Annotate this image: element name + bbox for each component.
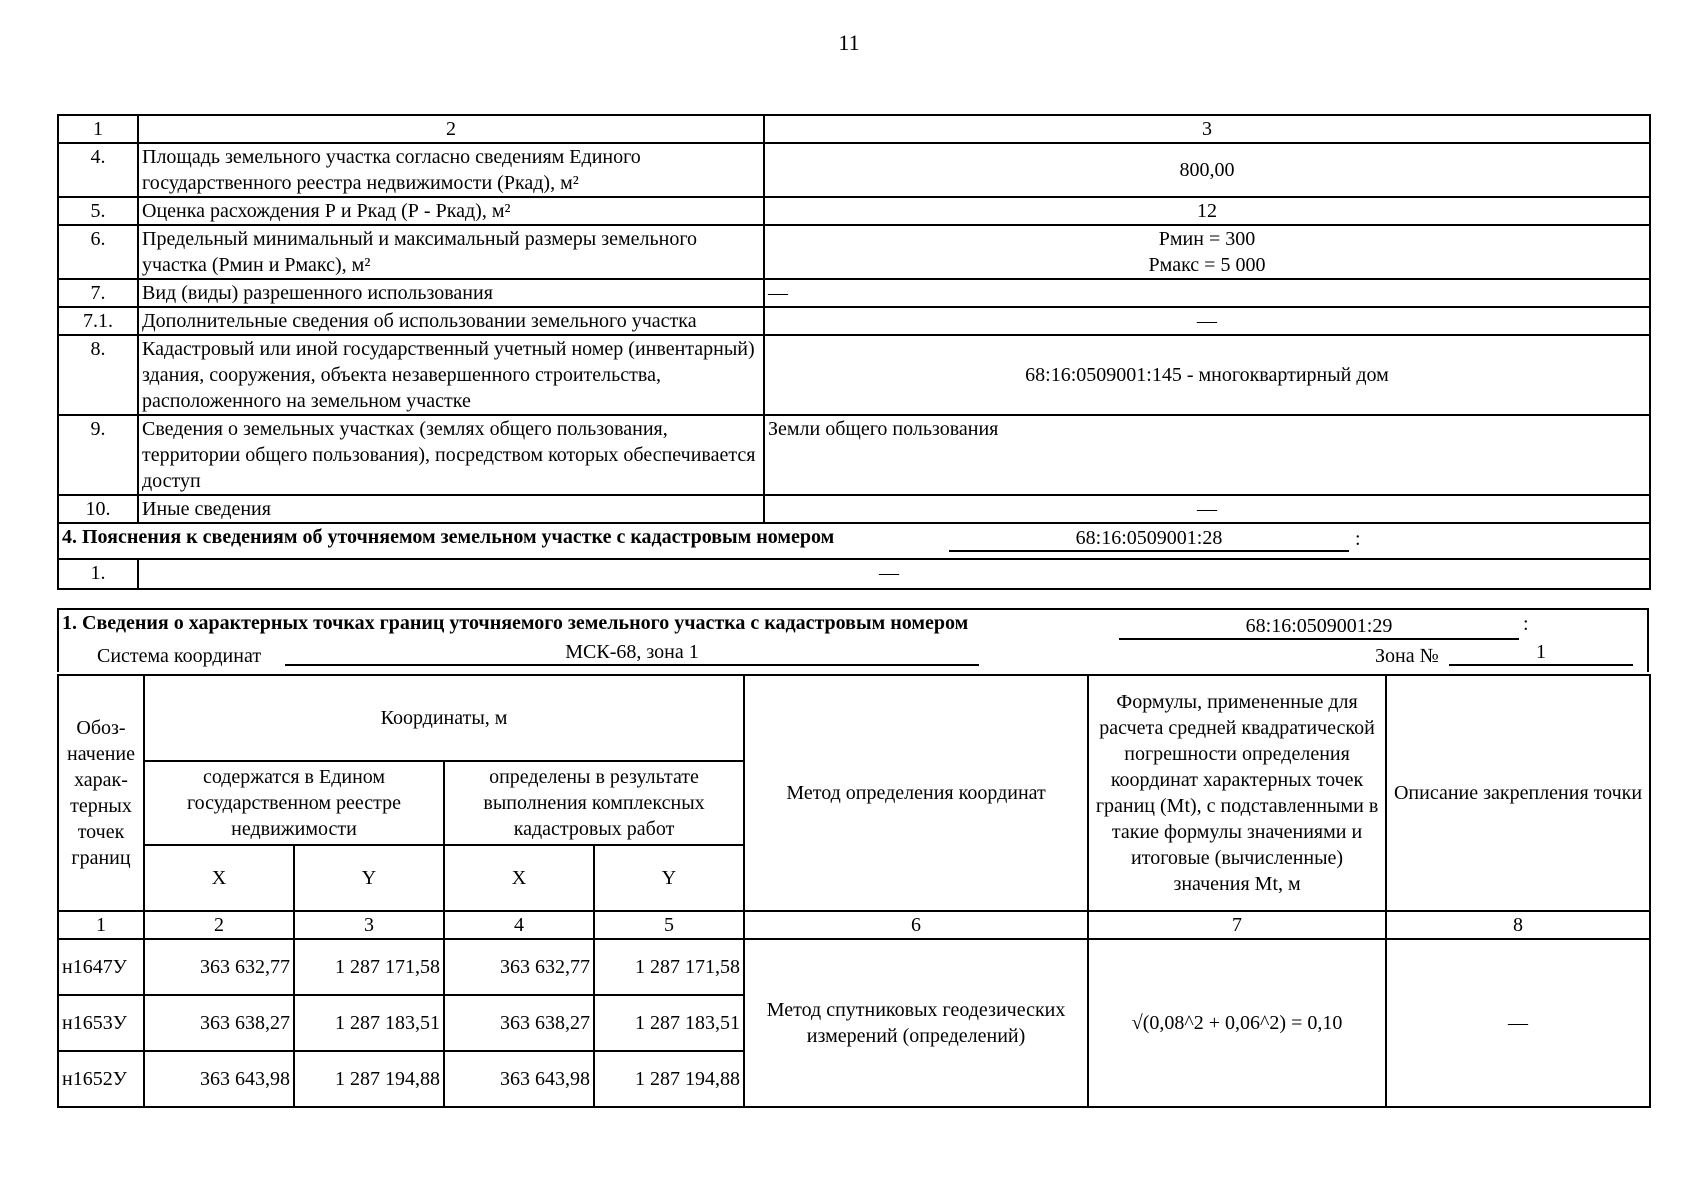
y-kkr: 1 287 183,51 [594,995,744,1051]
land-info-table [57,114,1651,590]
row-number: 9. [58,415,138,495]
row-label: Кадастровый или иной государственный учетный номер (инвентарный) здания, сооружения, объекта незавершенного строительства, расположенного на земельном участке [138,335,764,415]
header-row [58,675,1650,761]
row-value: Земли общего пользования [764,415,1650,495]
zone-label: Зона № [1375,645,1439,667]
section1-colon: : [1523,613,1529,635]
description-header: Описание закрепления точки [1386,675,1650,911]
designation-header: Обоз-начение харак-терных точек границ [58,675,144,911]
x-egrn: 363 632,77 [144,939,294,995]
col-number: 3 [764,115,1650,143]
section4-header-row [58,523,1650,559]
section4-cadastral-number: 68:16:0509001:28 [949,526,1349,552]
section4-row [58,559,1650,589]
row-label: Площадь земельного участка согласно сведениям Единого государственного реестра недвижимости (Ркад), м² [138,143,764,197]
row-value [764,225,1650,279]
formula-value: √(0,08^2 + 0,06^2) = 0,10 [1088,939,1386,1107]
y-kkr: 1 287 194,88 [594,1051,744,1107]
row-label: Вид (виды) разрешенного использования [138,279,764,307]
table-row [58,143,1650,197]
col-number: 2 [144,911,294,939]
kkr-coords-header: определены в результате выполнения комплексных кадастровых работ [444,761,744,845]
table-row [58,279,1650,307]
col-number: 3 [294,911,444,939]
coordinates-header: Координаты, м [144,675,744,761]
coord-system-value: МСК-68, зона 1 [285,640,979,666]
section1-title: 1. Сведения о характерных точках границ уточняемого земельного участка с кадастровым номером [62,612,969,634]
table-row [58,335,1650,415]
row-value: 68:16:0509001:145 - многоквартирный дом [764,335,1650,415]
y-header: Y [594,845,744,911]
x-egrn: 363 638,27 [144,995,294,1051]
y-egrn: 1 287 171,58 [294,939,444,995]
row-number: 4. [58,143,138,197]
col-number: 5 [594,911,744,939]
row-number: 8. [58,335,138,415]
table-row [58,415,1650,495]
row-number: 7. [58,279,138,307]
boundary-points-table [57,674,1651,1108]
col-number: 1 [58,115,138,143]
section1-heading [57,608,1649,672]
col-number: 1 [58,911,144,939]
section1-cadastral-number: 68:16:0509001:29 [1119,614,1519,640]
column-number-row [58,115,1650,143]
row-value: — [764,279,1650,307]
row-label: Сведения о земельных участках (землях общего пользования, территории общего пользования), посредством которых обеспечивается доступ [138,415,764,495]
point-id: н1652У [58,1051,144,1107]
page-number: 11 [838,30,860,55]
max-size-value: Рмакс = 5 000 [1148,254,1266,276]
method-header: Метод определения координат [744,675,1088,911]
method-value: Метод спутниковых геодезических измерений (определений) [744,939,1088,1107]
zone-value: 1 [1449,640,1633,666]
row-label: Оценка расхождения Р и Ркад (Р - Ркад), м² [138,197,764,225]
section4-title: 4. Пояснения к сведениям об уточняемом земельном участке с кадастровым номером [62,526,835,548]
x-header: X [144,845,294,911]
egrn-coords-header: содержатся в Едином государственном реестре недвижимости [144,761,444,845]
table-row [58,197,1650,225]
col-number: 4 [444,911,594,939]
y-header: Y [294,845,444,911]
row-label: Иные сведения [138,495,764,523]
x-kkr: 363 638,27 [444,995,594,1051]
table-row [58,225,1650,279]
row-value: 800,00 [764,143,1650,197]
point-id: н1647У [58,939,144,995]
row-number: 1. [58,559,138,589]
col-number: 8 [1386,911,1650,939]
row-value: 12 [764,197,1650,225]
row-number: 10. [58,495,138,523]
description-value: — [1386,939,1650,1107]
row-label: Предельный минимальный и максимальный размеры земельного участка (Рмин и Рмакс), м² [138,225,764,279]
x-egrn: 363 643,98 [144,1051,294,1107]
row-value: — [764,307,1650,335]
y-kkr: 1 287 171,58 [594,939,744,995]
section4-row-value: — [138,559,1650,589]
row-value: — [764,495,1650,523]
y-egrn: 1 287 194,88 [294,1051,444,1107]
x-kkr: 363 632,77 [444,939,594,995]
col-number: 2 [138,115,764,143]
row-number: 7.1. [58,307,138,335]
y-egrn: 1 287 183,51 [294,995,444,1051]
section4-header [58,523,1650,559]
table-row [58,307,1650,335]
min-size-value: Рмин = 300 [1158,228,1256,250]
table-row [58,495,1650,523]
table-row [58,939,1650,995]
row-number: 6. [58,225,138,279]
column-number-row [58,911,1650,939]
x-kkr: 363 643,98 [444,1051,594,1107]
x-header: X [444,845,594,911]
col-number: 6 [744,911,1088,939]
coord-system-label: Система координат [97,645,262,667]
row-label: Дополнительные сведения об использовании земельного участка [138,307,764,335]
point-id: н1653У [58,995,144,1051]
formula-header: Формулы, примененные для расчета средней квадратической погрешности определения координат характерных точек границ (Mt), с подставленными в такие формулы значениями и итоговые (вычисленные) значения Mt, м [1088,675,1386,911]
col-number: 7 [1088,911,1386,939]
row-number: 5. [58,197,138,225]
section4-colon: : [1355,528,1361,550]
